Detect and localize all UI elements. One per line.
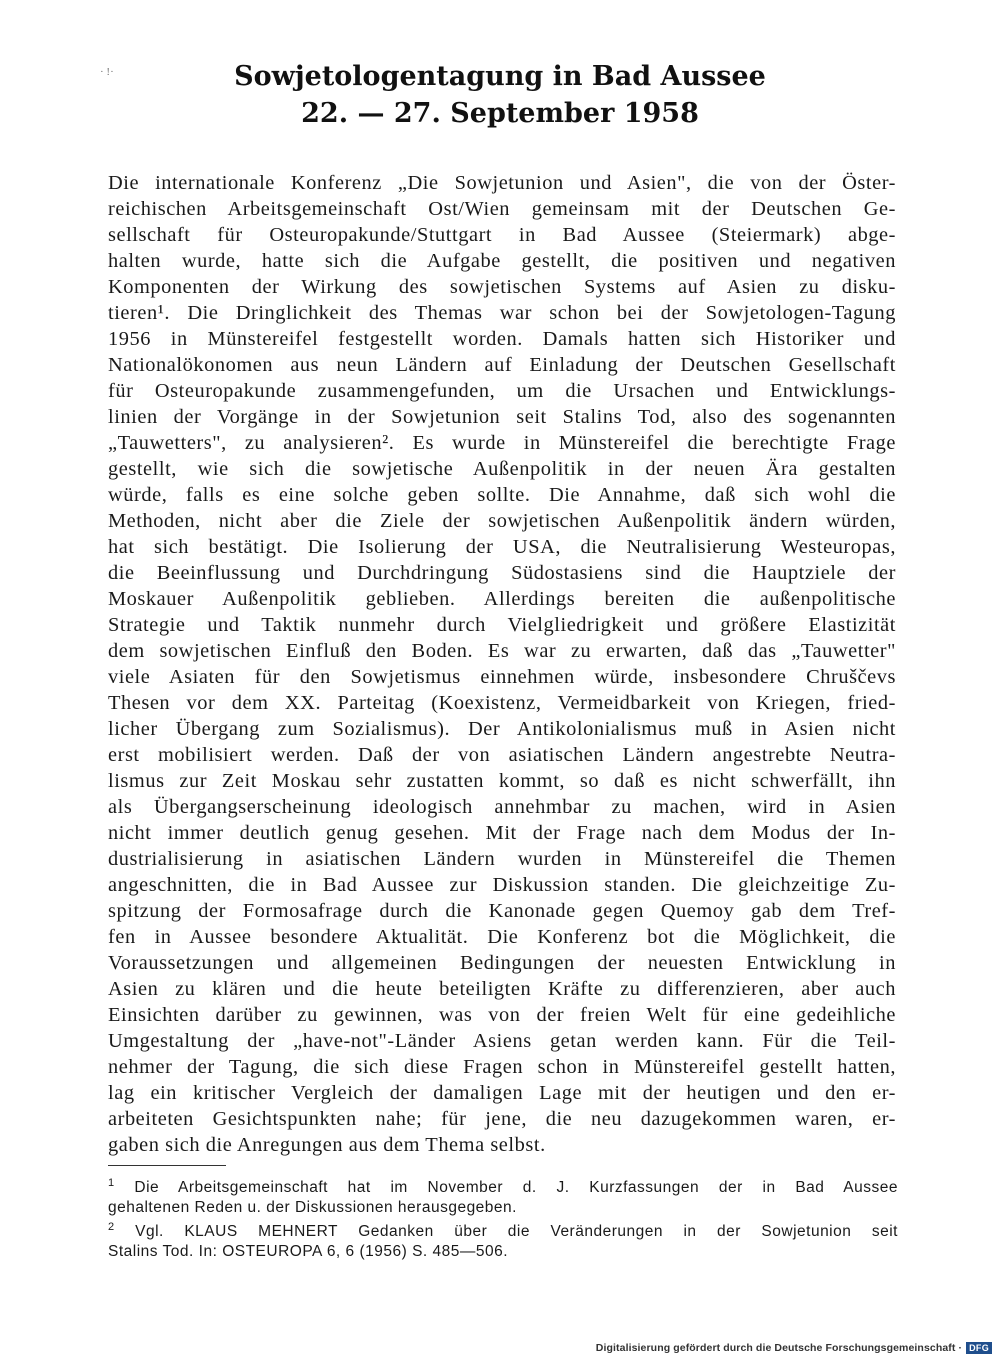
footnote-2 bbox=[108, 1222, 898, 1262]
body-line: licher Übergang zum Sozialismus). Der Antikolonialismus muß in Asien nicht bbox=[108, 718, 896, 740]
body-line: Methoden, nicht aber die Ziele der sowjetischen Außenpolitik ändern würden, bbox=[108, 510, 896, 532]
body-line: „Tauwetters", zu analysieren². Es wurde in Münstereifel die berechtigte Frage bbox=[108, 432, 896, 454]
body-line: Die internationale Konferenz „Die Sowjetunion und Asien", die von der Öster- bbox=[108, 172, 896, 194]
body-line: Strategie und Taktik nunmehr durch Vielgliedrigkeit und größere Elastizität bbox=[108, 614, 896, 636]
body-line: arbeiteten Gesichtspunkten nahe; für jene, die neu dazugekommen waren, er- bbox=[108, 1108, 896, 1130]
footnote-mark: 2 bbox=[108, 1220, 115, 1233]
footnote-divider bbox=[108, 1165, 226, 1166]
credit-text: Digitalisierung gefördert durch die Deutsche Forschungsgemeinschaft · bbox=[595, 1342, 963, 1354]
body-line: dustrialisierung in asiatischen Ländern wurden in Münstereifel die Themen bbox=[108, 848, 896, 870]
body-line: als Übergangserscheinung ideologisch annehmbar zu machen, wird in Asien bbox=[108, 796, 896, 818]
footnote-mark: 1 bbox=[108, 1176, 115, 1189]
body-line: Thesen vor dem XX. Parteitag (Koexistenz, Vermeidbarkeit von Kriegen, fried- bbox=[108, 692, 896, 714]
body-line: für Osteuropakunde zusammengefunden, um die Ursachen und Entwicklungs- bbox=[108, 380, 896, 402]
body-line: nicht immer deutlich genug gesehen. Mit der Frage nach dem Modus der In- bbox=[108, 822, 896, 844]
body-line: reichischen Arbeitsgemeinschaft Ost/Wien gemeinsam mit der Deutschen Ge- bbox=[108, 198, 896, 220]
digitization-credit bbox=[596, 1342, 992, 1354]
footnote-text: Die Arbeitsgemeinschaft hat im November d. J. Kurzfassungen der in Bad Aussee bbox=[134, 1179, 898, 1196]
footnote-line bbox=[108, 1242, 898, 1262]
body-line: fen in Aussee besondere Aktualität. Die Konferenz bot die Möglichkeit, die bbox=[108, 926, 896, 948]
body-line: Einsichten darüber zu gewinnen, was von der freien Welt für eine gedeihliche bbox=[108, 1004, 896, 1026]
footnote-text: Stalins Tod. In: OSTEUROPA 6, 6 (1956) S. 485—506. bbox=[108, 1243, 509, 1260]
body-line: lismus zur Zeit Moskau sehr zustatten kommt, so daß es nicht schwerfällt, ihn bbox=[108, 770, 896, 792]
dfg-logo: DFG bbox=[966, 1342, 992, 1354]
body-line: würde, falls es eine solche geben sollte. Die Annahme, daß sich wohl die bbox=[108, 484, 896, 506]
body-line: Asien zu klären und die heute beteiligten Kräfte zu differenzieren, aber auch bbox=[108, 978, 896, 1000]
body-line: nehmer der Tagung, die sich diese Fragen schon in Münstereifel gestellt hatten, bbox=[108, 1056, 896, 1078]
body-line: Moskauer Außenpolitik geblieben. Allerdings bereiten die außenpolitische bbox=[108, 588, 896, 610]
footnote-line bbox=[108, 1222, 898, 1242]
body-line: Umgestaltung der „have-not"-Länder Asiens getan werden kann. Für die Teil- bbox=[108, 1030, 896, 1052]
body-paragraph bbox=[108, 170, 896, 1158]
body-line: gestellt, wie sich die sowjetische Außenpolitik in der neuen Ära gestalten bbox=[108, 458, 896, 480]
footnote-line bbox=[108, 1198, 898, 1218]
body-line: angeschnitten, die in Bad Aussee zur Diskussion standen. Die gleichzeitige Zu- bbox=[108, 874, 896, 896]
title-line-2: 22. — 27. September 1958 bbox=[301, 98, 699, 129]
body-line: Nationalökonomen aus neun Ländern auf Einladung der Deutschen Gesellschaft bbox=[108, 354, 896, 376]
title-line-1: Sowjetologentagung in Bad Aussee bbox=[234, 61, 766, 92]
body-line: die Beeinflussung und Durchdringung Südostasiens sind die Hauptziele der bbox=[108, 562, 896, 584]
body-line: sellschaft für Osteuropakunde/Stuttgart in Bad Aussee (Steiermark) abge- bbox=[108, 224, 896, 246]
footnote-text: Vgl. KLAUS MEHNERT Gedanken über die Veränderungen in der Sowjetunion seit bbox=[135, 1223, 898, 1240]
body-line: halten wurde, hatte sich die Aufgabe gestellt, die positiven und negativen bbox=[108, 250, 896, 272]
body-line: linien der Vorgänge in der Sowjetunion seit Stalins Tod, also des sogenannten bbox=[108, 406, 896, 428]
footnote-text: gehaltenen Reden u. der Diskussionen herausgegeben. bbox=[108, 1199, 517, 1216]
body-line: tieren¹. Die Dringlichkeit des Themas war schon bei der Sowjetologen-Tagung bbox=[108, 302, 896, 324]
body-line: gaben sich die Anregungen aus dem Thema selbst. bbox=[108, 1134, 546, 1156]
body-line: Komponenten der Wirkung des sowjetischen Systems auf Asien zu disku- bbox=[108, 276, 896, 298]
footnote-line bbox=[108, 1178, 898, 1198]
article-title bbox=[0, 60, 1000, 134]
body-line: Voraussetzungen und allgemeinen Bedingungen der neuesten Entwicklung in bbox=[108, 952, 896, 974]
body-line: hat sich bestätigt. Die Isolierung der USA, die Neutralisierung Westeuropas, bbox=[108, 536, 896, 558]
body-line: viele Asiaten für den Sowjetismus einnehmen würde, insbesondere Chruščevs bbox=[108, 666, 896, 688]
body-line: erst mobilisiert werden. Daß der von asiatischen Ländern angestrebte Neutra- bbox=[108, 744, 896, 766]
footnote-1 bbox=[108, 1178, 898, 1218]
scan-speck: · !· bbox=[100, 66, 114, 78]
footnotes bbox=[108, 1178, 898, 1266]
body-line: dem sowjetischen Einfluß den Boden. Es war zu erwarten, daß das „Tauwetter" bbox=[108, 640, 896, 662]
body-line: spitzung der Formosafrage durch die Kanonade gegen Quemoy gab dem Tref- bbox=[108, 900, 896, 922]
body-line: lag ein kritischer Vergleich der damaligen Lage mit der heutigen und den er- bbox=[108, 1082, 896, 1104]
body-line: 1956 in Münstereifel festgestellt worden. Damals hatten sich Historiker und bbox=[108, 328, 896, 350]
